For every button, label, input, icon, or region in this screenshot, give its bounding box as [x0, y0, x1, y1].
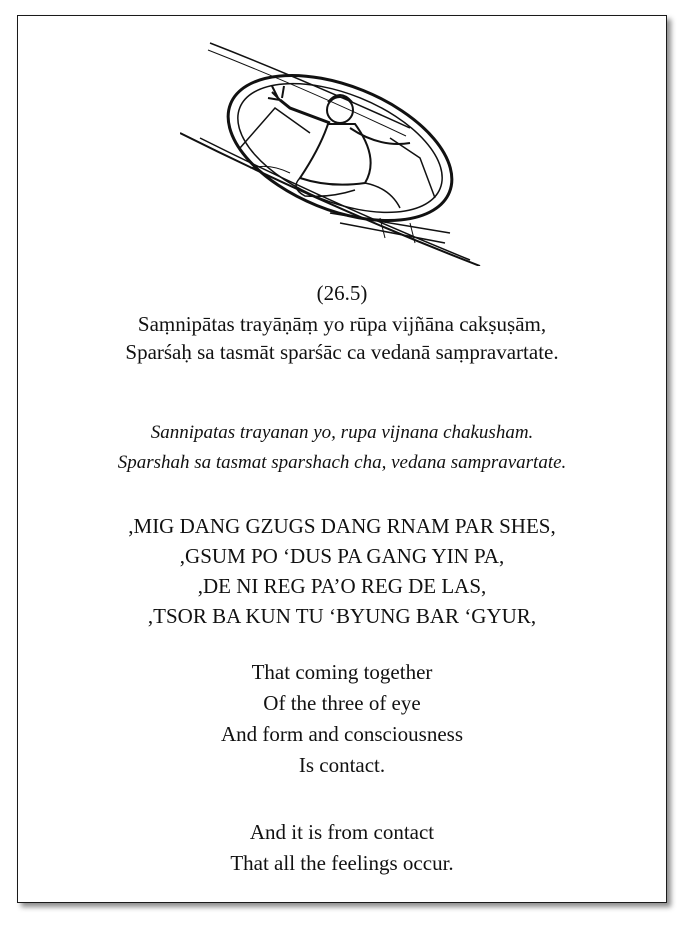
english-line: That all the feelings occur. — [230, 851, 454, 875]
seated-figure-illustration — [180, 38, 496, 266]
page-frame — [17, 15, 667, 903]
verse-number — [18, 281, 666, 306]
transliteration-line: Sparshah sa tasmat sparshach cha, vedana sampravartate. — [117, 452, 567, 473]
tibetan-line: ,TSOR BA KUN TU ‘BYUNG BAR ‘GYUR, — [147, 604, 537, 628]
tibetan-verse — [18, 511, 666, 631]
transliteration-verse — [18, 418, 666, 478]
english-line: Of the three of eye — [263, 691, 421, 715]
sanskrit-line: Sparśaḥ sa tasmāt sparśāc ca vedanā saṃpravartate. — [125, 340, 559, 364]
tibetan-line: ,DE NI REG PA’O REG DE LAS, — [197, 574, 487, 598]
english-stanza-1 — [18, 657, 666, 781]
tibetan-line: ,MIG DANG GZUGS DANG RNAM PAR SHES, — [128, 514, 556, 538]
tibetan-line: ,GSUM PO ‘DUS PA GANG YIN PA, — [179, 544, 505, 568]
verse-number-text: (26.5) — [316, 281, 368, 305]
english-stanza-2 — [18, 817, 666, 879]
english-line: And it is from contact — [249, 820, 435, 844]
english-line: And form and consciousness — [220, 722, 464, 746]
english-line: Is contact. — [298, 753, 386, 777]
sanskrit-verse — [18, 310, 666, 366]
english-line: That coming together — [251, 660, 433, 684]
transliteration-line: Sannipatas trayanan yo, rupa vijnana chakusham. — [150, 422, 534, 443]
sanskrit-line: Saṃnipātas trayāṇāṃ yo rūpa vijñāna cakṣuṣām, — [137, 312, 547, 336]
